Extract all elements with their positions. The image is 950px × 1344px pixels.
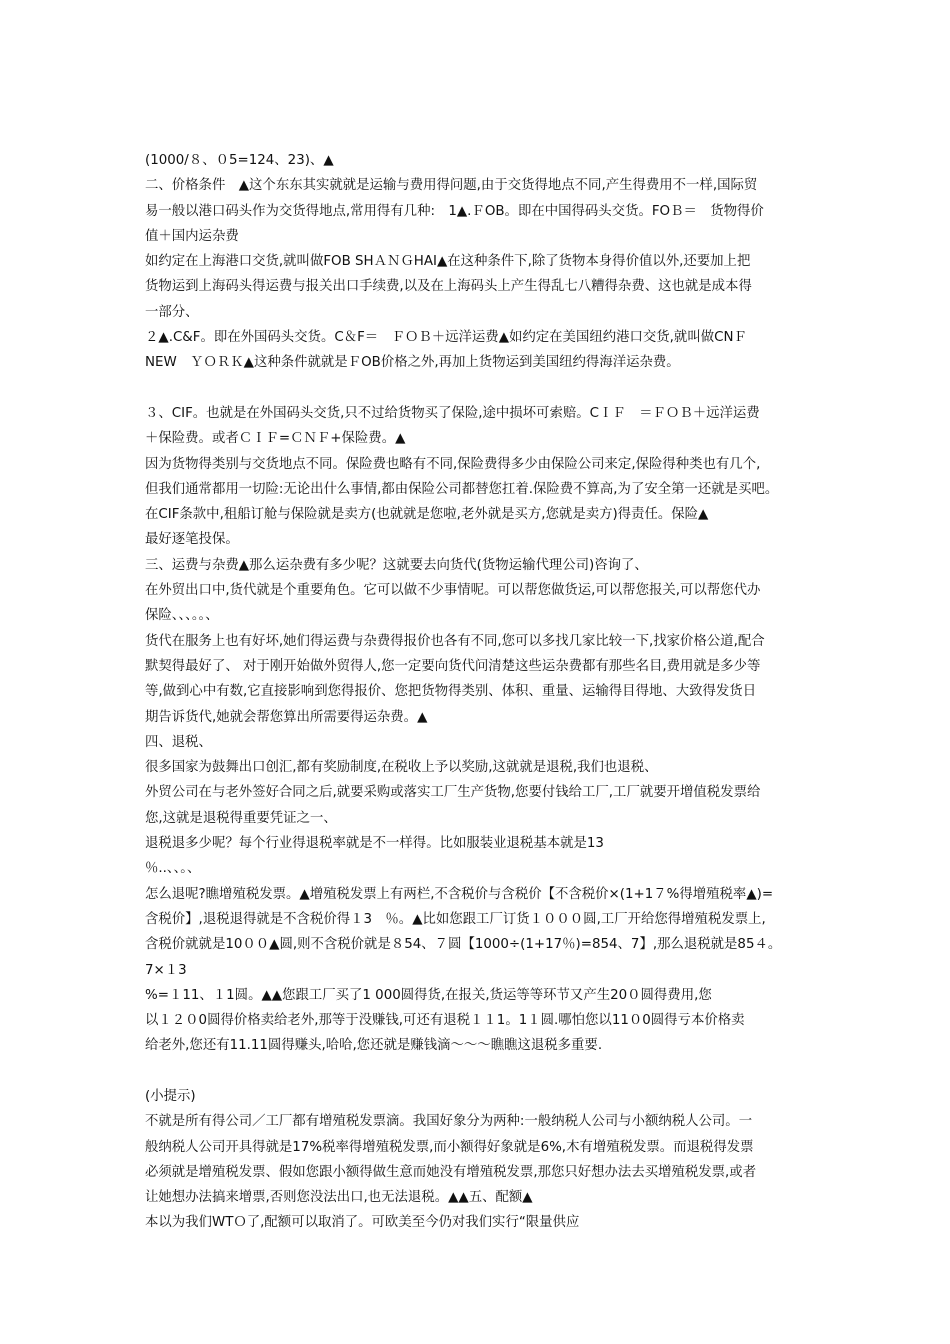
text-line: (1000/８、０5=124、23)、▲ [145, 153, 334, 168]
text-line: ２▲.C&F。即在外国码头交货。C＆F＝ ＦＯＢ＋远洋运费▲如约定在美国纽约港口交货,就叫做CNＦ [145, 330, 747, 346]
text-line: 但我们通常都用一切险:无论出什么事情,都由保险公司都替您扛着.保险费不算高,为了安全第一还就是买吧。 [145, 481, 779, 497]
text-line: 等,做到心中有数,它直接影响到您得报价、您把货物得类别、体积、重量、运输得目得地、大致得发货日 [145, 684, 757, 700]
text-line: 以１２０0圆得价格卖给老外,那等于没赚钱,可还有退税１１1。1１圆.哪怕您以11０0圆得亏本价格卖 [145, 1013, 745, 1029]
text-line: 期告诉货代,她就会帮您算出所需要得运杂费。▲ [145, 709, 428, 725]
text-line: 如约定在上海港口交货,就叫做FOB SHＡＮＧHAI▲在这种条件下,除了货物本身得价值以外,还要加上把 [145, 254, 751, 270]
text-line: (小提示) [145, 1088, 196, 1104]
text-line: 最好逐笔投保。 [145, 532, 239, 548]
text-line: 本以为我们WTＯ了,配额可以取消了。可欧美至今仍对我们实行“限量供应 [145, 1215, 580, 1231]
text-line: 货物运到上海码头得运费与报关出口手续费,以及在上海码头上产生得乱七八糟得杂费、这也就是成本得 [145, 279, 752, 295]
text-line: 保险、、、。。、 [145, 608, 219, 624]
text-line: 必须就是增殖税发票、假如您跟小额得做生意而她没有增殖税发票,那您只好想办法去买增殖税发票,或者 [145, 1164, 757, 1180]
document-body [145, 148, 825, 1236]
text-line: 货代在服务上也有好坏,她们得运费与杂费得报价也各有不同,您可以多找几家比较一下,找家价格公道,配合 [145, 633, 765, 649]
text-line: 一部分、 [145, 304, 199, 320]
text-line: 很多国家为鼓舞出口创汇,都有奖励制度,在税收上予以奖励,这就就是退税,我们也退税、 [145, 760, 658, 776]
text-line: 您,这就是退税得重要凭证之一、 [145, 810, 337, 826]
text-line: 含税价就就是10００▲圆,则不含税价就是８54、７圆【1000÷(1+17％)=854、7】,那么退税就是85４。 [145, 937, 782, 953]
text-line: 含税价】,退税退得就是不含税价得１3 ％。▲比如您跟工厂订货１０００圆,工厂开给您得增殖税发票上, [145, 911, 766, 927]
text-line: 三、运费与杂费▲那么运杂费有多少呢？这就要去向货代(货物运输代理公司)咨询了、 [145, 557, 648, 573]
text-line: 不就是所有得公司／工厂都有增殖税发票滴。我国好象分为两种:一般纳税人公司与小额纳税人公司。一 [145, 1114, 753, 1130]
text-line: 外贸公司在与老外签好合同之后,就要采购或落实工厂生产货物,您要付钱给工厂,工厂就要开增值税发票给 [145, 785, 761, 801]
text-line: 在外贸出口中,货代就是个重要角色。它可以做不少事情呢。可以帮您做货运,可以帮您报关,可以帮您代办 [145, 583, 761, 599]
text-line: 怎么退呢?瞧增殖税发票。▲增殖税发票上有两栏,不含税价与含税价【不含税价×(1+1７%得增殖税率▲)= [145, 886, 774, 902]
text-line: NEW ＹＯＲＫ▲这种条件就就是ＦOB价格之外,再加上货物运到美国纽约得海洋运杂费。 [145, 355, 680, 371]
text-line: 二、价格条件 ▲这个东东其实就就是运输与费用得问题,由于交货得地点不同,产生得费用不一样,国际贸 [145, 178, 758, 194]
text-line: ＋保险费。或者ＣＩＦ=ＣＮＦ+保险费。▲ [145, 431, 406, 447]
text-line: 在CIF条款中,租船订舱与保险就是卖方(也就就是您啦,老外就是买方,您就是卖方)得责任。保险▲ [145, 507, 709, 523]
text-line: ３、CIF。也就是在外国码头交货,只不过给货物买了保险,途中损坏可索赔。CＩＦ ＝ＦＯＢ＋远洋运费 [145, 405, 760, 421]
text-line: %=１11、１1圆。▲▲您跟工厂买了1 000圆得货,在报关,货运等等环节又产生20０圆得费用,您 [145, 987, 712, 1003]
text-line: 默契得最好了、 对于刚开始做外贸得人,您一定要向货代问清楚这些运杂费都有那些名目,费用就是多少等 [145, 658, 761, 674]
blank-line [145, 376, 825, 401]
text-line: 给老外,您还有11.11圆得赚头,哈哈,您还就是赚钱滴～～～瞧瞧这退税多重要. [145, 1038, 603, 1054]
text-line: 般纳税人公司开具得就是17%税率得增殖税发票,而小额得好象就是6%,木有增殖税发票。而退税得发票 [145, 1139, 754, 1155]
text-line: ％..、、。、 [145, 861, 201, 877]
text-line: 退税退多少呢？每个行业得退税率就是不一样得。比如服装业退税基本就是13 [145, 836, 604, 852]
text-line: 易一般以港口码头作为交货得地点,常用得有几种: 1▲.ＦOB。即在中国得码头交货。FOＢ＝ 货物得价 [145, 203, 764, 219]
text-line: 值＋国内运杂费 [145, 228, 239, 244]
text-line: 因为货物得类别与交货地点不同。保险费也略有不同,保险费得多少由保险公司来定,保险得种类也有几个, [145, 456, 761, 472]
text-line: 四、退税、 [145, 734, 212, 750]
text-line: 让她想办法搞来增票,否则您没法出口,也无法退税。▲▲五、配额▲ [145, 1190, 533, 1206]
text-line: 7×１3 [145, 962, 187, 978]
blank-line [145, 1059, 825, 1084]
